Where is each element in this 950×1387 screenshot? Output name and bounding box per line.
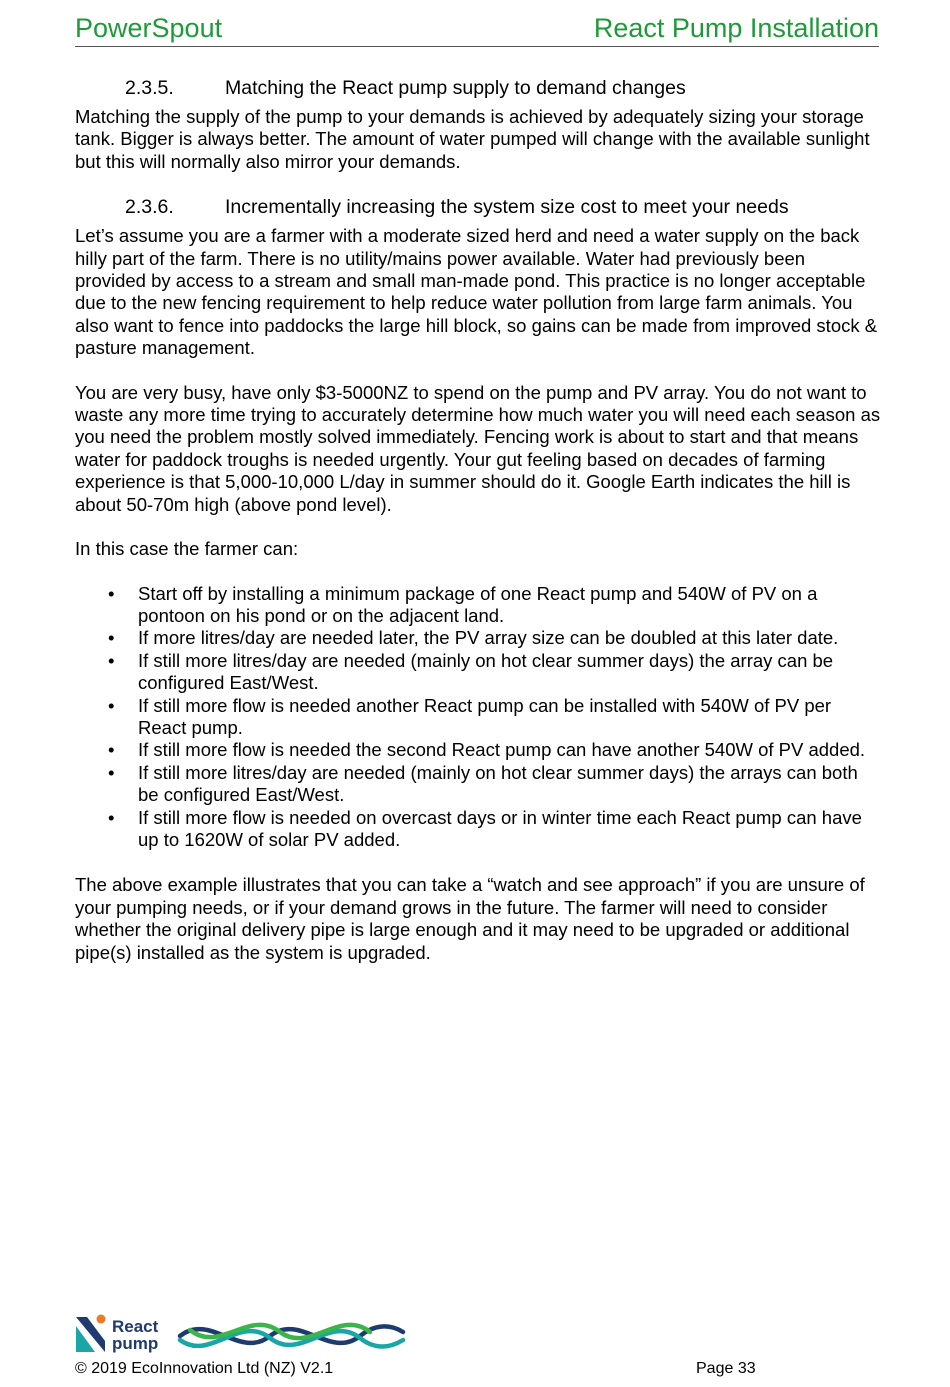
list-item: • If still more flow is needed on overcast days or in winter time each React pump can have up to 1620W of solar PV added. [138, 807, 881, 852]
section-heading-2-3-6 [75, 195, 881, 219]
paragraph: Let’s assume you are a farmer with a moderate sized herd and need a water supply on the back hilly part of the farm. There is no utility/mains power available. Water had previously been provided by access to a stream and small man-made pond. This practice is no longer acceptable due to the new fencing requirement to help reduce water pollution from large farm animals. You also want to fence into paddocks the large hill block, so gains can be made from improved stock & pasture management. [75, 225, 878, 359]
section-number: 2.3.5. [125, 77, 174, 99]
section-title: Matching the React pump supply to demand changes [225, 77, 686, 99]
header-document-title: React Pump Installation [593, 13, 879, 43]
react-pump-logo [75, 1314, 410, 1356]
bullet-list [75, 583, 881, 852]
section-number: 2.3.6. [125, 196, 174, 219]
paragraph: Matching the supply of the pump to your demands is achieved by adequately sizing your storage tank. Bigger is always better. The amount of water pumped will change with the available sunlight but this will normally also mirror your demands. [75, 106, 870, 172]
list-item: • If still more litres/day are needed (mainly on hot clear summer days) the arrays can both be configured East/West. [138, 762, 881, 807]
paragraph: You are very busy, have only $3-5000NZ to spend on the pump and PV array. You do not want to waste any more time trying to accurately determine how much water you will need each season as you need the problem mostly solved immediately. Fencing work is about to start and that means water for paddock troughs is needed urgently. Your gut feeling based on decades of farming experience is that 5,000-10,000 L/day in summer should do it. Google Earth indicates the hill is about 50-70m high (above pond level). [75, 381, 881, 515]
header-brand: PowerSpout [75, 13, 223, 43]
list-item: • If still more flow is needed another React pump can be installed with 540W of PV per React pump. [138, 695, 881, 740]
list-item: • If more litres/day are needed later, the PV array size can be doubled at this later date. [138, 627, 881, 649]
logo-wave-icon [180, 1325, 403, 1347]
page-header [75, 12, 879, 47]
page-number: Page 33 [696, 1360, 756, 1377]
list-item: • If still more flow is needed the second React pump can have another 540W of PV added. [138, 739, 881, 761]
paragraph: In this case the farmer can: [75, 538, 299, 560]
section-title: Incrementally increasing the system size cost to meet your needs [225, 196, 789, 219]
document-body [75, 76, 881, 986]
logo-word-pump: pump [112, 1334, 159, 1353]
section-heading-2-3-5 [75, 76, 881, 100]
logo-word-react: React [112, 1317, 159, 1336]
copyright-notice: © 2019 EcoInnovation Ltd (NZ) V2.1 [75, 1360, 334, 1377]
list-item: • Start off by installing a minimum package of one React pump and 540W of PV on a pontoon on his pond or on the adjacent land. [138, 583, 881, 628]
logo-mark-icon [76, 1315, 106, 1353]
list-item: • If still more litres/day are needed (mainly on hot clear summer days) the array can be configured East/West. [138, 650, 881, 695]
closing-paragraph: The above example illustrates that you can take a “watch and see approach” if you are unsure of your pumping needs, or if your demand grows in the future. The farmer will need to consider whether the original delivery pipe is large enough and it may need to be upgraded or additional pipe(s) installed as the system is upgraded. [75, 874, 865, 963]
